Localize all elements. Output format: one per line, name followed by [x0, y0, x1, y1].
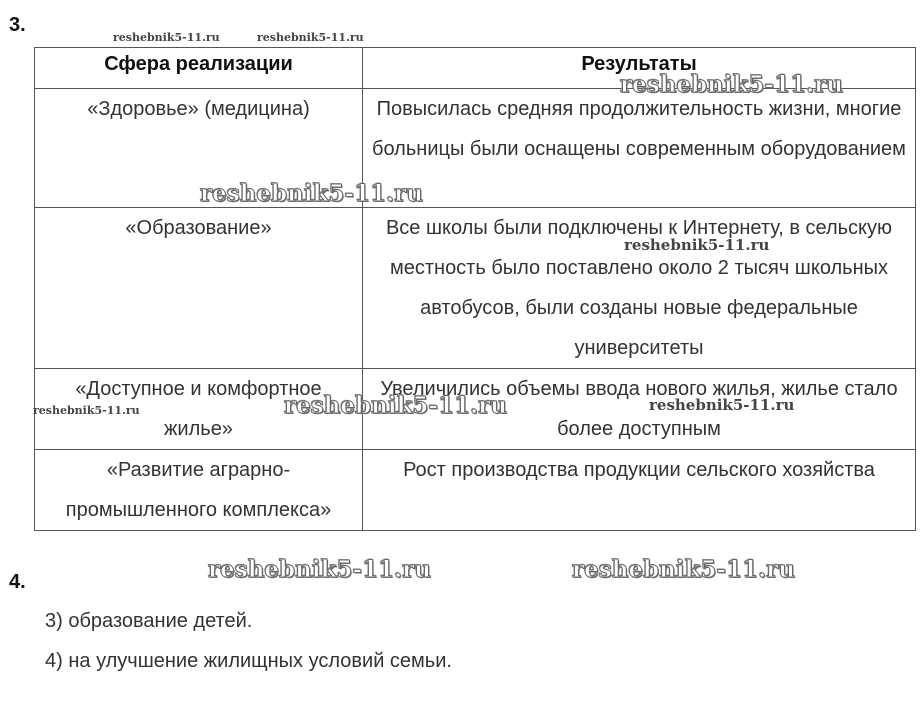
- watermark: reshebnik5-11.ru: [649, 396, 795, 414]
- header-results: Результаты: [363, 48, 916, 89]
- sphere-cell: «Доступное и комфортное жилье»: [35, 369, 363, 450]
- answer-item: 4) на улучшение жилищных условий семьи.: [45, 650, 452, 672]
- answer-item: 3) образование детей.: [45, 610, 253, 632]
- table-row: [35, 208, 916, 369]
- sphere-cell: «Образование»: [35, 208, 363, 369]
- sphere-cell: «Здоровье» (медицина): [35, 89, 363, 208]
- header-sphere: Сфера реализации: [35, 48, 363, 89]
- table-header-row: [35, 48, 916, 89]
- results-table: [34, 47, 916, 531]
- result-cell: Увеличились объемы ввода нового жилья, жилье стало более доступным: [363, 369, 916, 450]
- watermark: reshebnik5-11.ru: [257, 31, 364, 44]
- result-cell: Все школы были подключены к Интернету, в сельскую местность было поставлено около 2 тысяч школьных автобусов, были созданы новые федеральные университеты: [363, 208, 916, 369]
- watermark: reshebnik5-11.ru: [208, 556, 431, 583]
- result-cell: Рост производства продукции сельского хозяйства: [363, 450, 916, 531]
- result-cell: Повысилась средняя продолжительность жизни, многие больницы были оснащены современным оборудованием: [363, 89, 916, 208]
- watermark: reshebnik5-11.ru: [624, 236, 770, 254]
- watermark: reshebnik5-11.ru: [33, 404, 140, 417]
- sphere-cell: «Развитие аграрно-промышленного комплекса»: [35, 450, 363, 531]
- watermark: reshebnik5-11.ru: [200, 180, 423, 207]
- section-4-number: 4.: [9, 571, 26, 593]
- watermark: reshebnik5-11.ru: [620, 71, 843, 98]
- table-row: [35, 450, 916, 531]
- section-3-number: 3.: [9, 14, 26, 36]
- watermark: reshebnik5-11.ru: [572, 556, 795, 583]
- watermark: reshebnik5-11.ru: [113, 31, 220, 44]
- answers-list: [45, 604, 452, 684]
- table-row: [35, 369, 916, 450]
- watermark: reshebnik5-11.ru: [284, 392, 507, 419]
- table-row: [35, 89, 916, 208]
